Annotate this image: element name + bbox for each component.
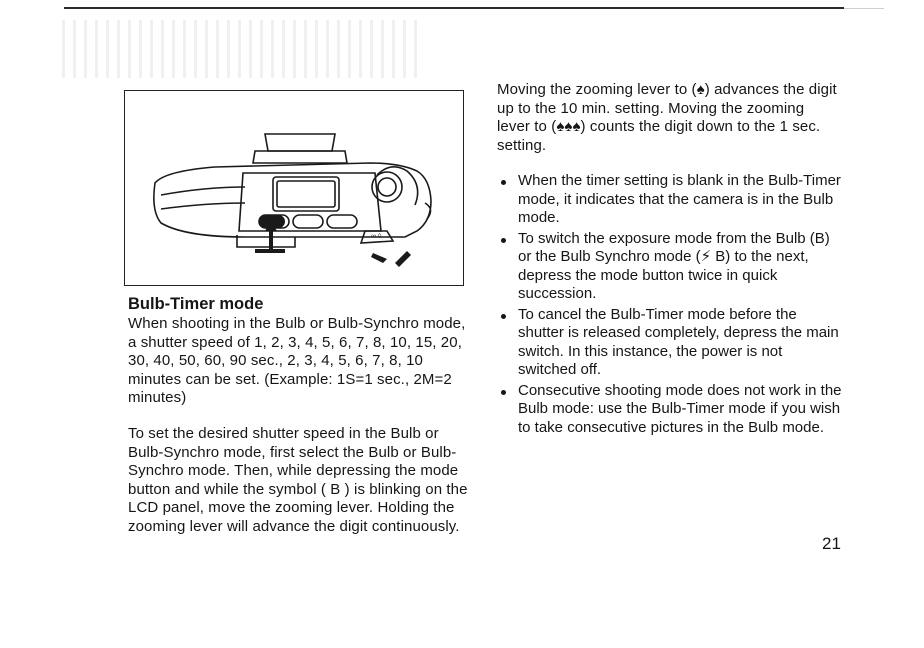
page-number: 21 [822,534,841,553]
bullet-icon [501,314,506,319]
instructions-paragraph: To set the desired shutter speed in the Bulb or Bulb-Synchro mode, first select the Bulb or Bulb-Synchro mode. Then, while depressing the mode button and while the symbol ( B ) is blinking on the LCD panel, move the zooming lever. Holding the zooming lever will advance the digit continuously. [128,425,468,535]
list-item [497,306,842,380]
bullet-icon [501,390,506,395]
top-rule [64,7,844,9]
camera-top-view-drawing [125,91,463,285]
camera-figure [124,90,464,286]
note-text: When the timer setting is blank in the Bulb-Timer mode, it indicates that the camera is in the Bulb mode. [518,172,841,226]
note-text: To switch the exposure mode from the Bulb (B) or the Bulb Synchro mode (⚡ B) to the next, depress the mode button twice in quick succession. [518,229,830,302]
intro-paragraph: When shooting in the Bulb or Bulb-Synchro mode, a shutter speed of 1, 2, 3, 4, 5, 6, 7, 8, 10, 15, 20, 30, 40, 50, 60, 90 sec., 2, 3, 4, 5, 6, 7, 8, 10 minutes can be set. (Example: 1S=1 sec., 2M=2 minutes) [128,315,466,406]
bullet-icon [501,238,506,243]
notes-list [497,172,842,439]
bullet-icon [501,180,506,185]
bleed-through-texture [62,20,422,78]
top-rule-extension [844,8,884,9]
note-text: To cancel the Bulb-Timer mode before the shutter is released completely, depress the main switch. In this instance, the power is not switched off. [518,305,839,378]
list-item [497,230,842,304]
section-title: Bulb-Timer mode [128,295,264,313]
note-text: Consecutive shooting mode does not work in the Bulb mode: use the Bulb-Timer mode if you wish to take consecutive pictures in the Bulb mode. [518,381,842,436]
list-item [497,172,842,228]
zoom-lever-paragraph: Moving the zooming lever to (♠) advances the digit up to the 10 min. setting. Moving the zooming lever to (♠♠♠) counts the digit down to the 1 sec. setting. [497,81,837,154]
svg-text:∞ ◊: ∞ ◊ [371,233,382,240]
list-item [497,382,842,438]
